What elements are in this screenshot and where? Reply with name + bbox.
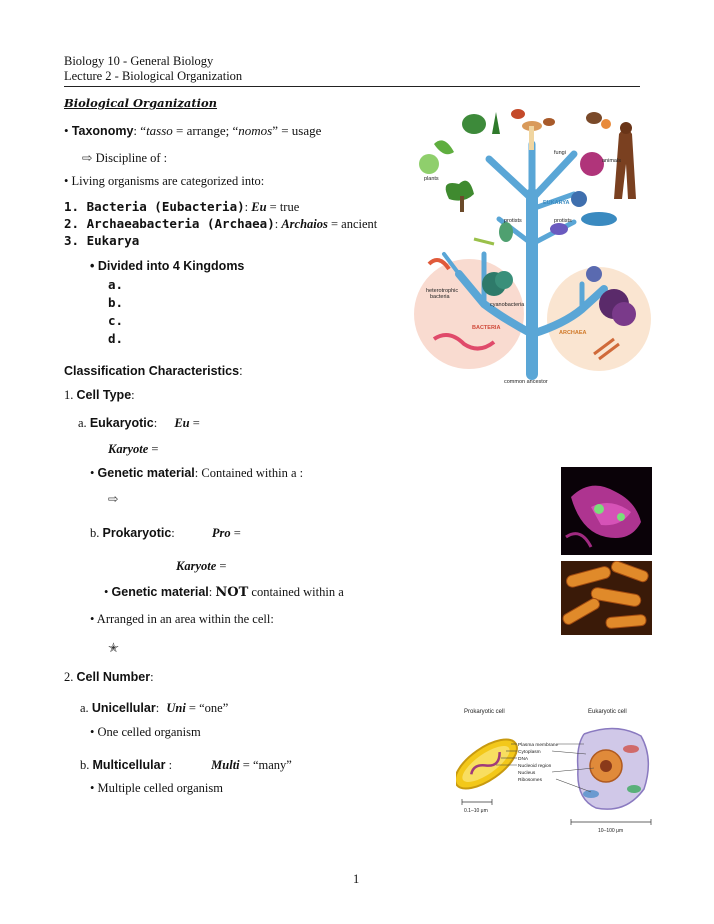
uni-meaning: = “one” bbox=[185, 701, 229, 715]
domain-root: Archaios bbox=[281, 217, 328, 231]
bullet: • bbox=[64, 123, 69, 138]
karyote-line-2 bbox=[176, 559, 226, 574]
colon: : bbox=[244, 200, 252, 214]
karyote-line-1 bbox=[108, 442, 158, 457]
eq: = bbox=[230, 526, 241, 540]
eukaryotic-cell-micrograph bbox=[561, 467, 652, 555]
section-title: Biological Organization bbox=[64, 96, 218, 110]
label-archaea: ARCHAEA bbox=[559, 330, 587, 336]
colon: : bbox=[150, 670, 154, 684]
part-ribosomes: Ribosomes bbox=[518, 778, 542, 783]
domain-meaning: = true bbox=[266, 200, 300, 214]
star-icon: ✭ bbox=[108, 640, 119, 655]
domain-label: 1. Bacteria (Eubacteria) bbox=[64, 199, 245, 214]
multicellular-desc: • Multiple celled organism bbox=[90, 781, 223, 795]
bullet: • bbox=[104, 585, 109, 599]
classification-title bbox=[64, 364, 243, 378]
genetic-rest: contained within a bbox=[248, 585, 344, 599]
cell-type-title: Cell Type bbox=[76, 388, 132, 402]
cell-number-title: Cell Number bbox=[76, 670, 151, 684]
kingdom-d: d. bbox=[108, 331, 124, 346]
part-plasma-membrane: Plasma membrane bbox=[518, 743, 559, 748]
label-eukarya: EUKARYA bbox=[543, 200, 570, 206]
taxonomy-line bbox=[64, 123, 321, 139]
page-number: 1 bbox=[353, 872, 360, 886]
letter: a. bbox=[78, 416, 87, 430]
eq: = bbox=[148, 442, 159, 456]
domain-root: Eu bbox=[251, 200, 267, 214]
colon: : bbox=[171, 526, 175, 540]
discipline-line bbox=[82, 150, 167, 166]
genetic-term: Genetic material bbox=[111, 585, 209, 599]
genetic-line-1 bbox=[90, 466, 303, 481]
scale-prok: 0.1–10 μm bbox=[464, 808, 488, 814]
genetic-line-2 bbox=[104, 585, 344, 600]
euk-title: Eukaryotic cell bbox=[588, 709, 627, 715]
prokaryote-illustration bbox=[456, 730, 525, 798]
label-protists-1: protists bbox=[504, 218, 522, 224]
cell-comparison-diagram bbox=[456, 704, 656, 834]
eq: = bbox=[189, 416, 200, 430]
multicellular-term: Multicellular bbox=[92, 758, 166, 772]
kingdom-b: b. bbox=[108, 295, 124, 310]
part-nucleoid: Nucleoid region bbox=[518, 764, 552, 769]
multi-meaning: = “many” bbox=[239, 758, 292, 772]
label-bacteria: BACTERIA bbox=[472, 325, 501, 331]
label-hetero-1: heterotrophic bbox=[426, 288, 459, 294]
karyote-term: Karyote bbox=[176, 559, 217, 573]
label-plants: plants bbox=[424, 176, 439, 182]
part-nucleus: Nucleus bbox=[518, 771, 536, 776]
part-cytoplasm: Cytoplasm bbox=[518, 750, 541, 755]
kingdom-a: a. bbox=[108, 277, 124, 292]
label-hetero-2: bacteria bbox=[430, 294, 450, 300]
scale-euk: 10–100 μm bbox=[598, 828, 624, 834]
label-cyano: cyanobacteria bbox=[490, 302, 525, 308]
prokaryotic-line bbox=[90, 526, 241, 541]
domain-eukarya: 3. Eukarya bbox=[64, 233, 140, 248]
multi-root: Multi bbox=[211, 758, 240, 772]
domain-bacteria bbox=[64, 199, 299, 215]
uni-root: Uni bbox=[166, 701, 186, 715]
prokaryotic-cell-micrograph bbox=[561, 561, 652, 635]
arranged-line: • Arranged in an area within the cell: bbox=[90, 612, 274, 626]
domain-label: 2. Archaeabacteria (Archaea) bbox=[64, 216, 275, 231]
arrow-icon: ⇨ bbox=[108, 492, 119, 506]
header-rule bbox=[64, 86, 640, 87]
def-1: = arrange; “ bbox=[172, 123, 239, 138]
course-title: Biology 10 - General Biology bbox=[64, 54, 214, 68]
unicellular-line bbox=[80, 701, 228, 716]
kingdom-c: c. bbox=[108, 313, 124, 328]
bullet: • bbox=[90, 466, 95, 480]
domain-archaea bbox=[64, 216, 377, 232]
euk-root: Eu bbox=[174, 416, 190, 430]
kingdoms-line: • Divided into 4 Kingdoms bbox=[90, 259, 245, 273]
eq: = bbox=[216, 559, 227, 573]
label-protists-2: protists bbox=[554, 218, 572, 224]
lecture-title: Lecture 2 - Biological Organization bbox=[64, 69, 243, 83]
letter: b. bbox=[90, 526, 100, 540]
colon: : bbox=[153, 416, 158, 430]
colon: : bbox=[131, 388, 135, 402]
domain-meaning: = ancient bbox=[327, 217, 378, 231]
label-common-ancestor: common ancestor bbox=[504, 379, 548, 385]
tree-of-life-figure bbox=[414, 104, 654, 386]
part-dna: DNA bbox=[518, 757, 529, 762]
eukaryotic-term: Eukaryotic bbox=[89, 416, 154, 430]
sep: : bbox=[133, 123, 141, 138]
unicellular-term: Unicellular bbox=[91, 701, 156, 715]
eukaryotic-line bbox=[78, 416, 200, 431]
discipline-text: Discipline of : bbox=[95, 151, 168, 165]
colon: : bbox=[239, 364, 243, 378]
cell-type-heading bbox=[64, 388, 135, 403]
cell-number-heading bbox=[64, 670, 154, 685]
letter: a. bbox=[80, 701, 89, 715]
unicellular-desc: • One celled organism bbox=[90, 725, 201, 739]
colon: : bbox=[155, 701, 160, 715]
multicellular-line bbox=[80, 758, 292, 773]
quote: “ bbox=[140, 123, 147, 138]
arrow-icon: ⇨ bbox=[82, 151, 93, 165]
living-line: • Living organisms are categorized into: bbox=[64, 174, 265, 188]
num: 1. bbox=[64, 388, 74, 402]
letter: b. bbox=[80, 758, 90, 772]
classification-text: Classification Characteristics bbox=[64, 364, 240, 378]
taxonomy-term: Taxonomy bbox=[71, 124, 134, 138]
prokaryotic-term: Prokaryotic bbox=[102, 526, 172, 540]
def-2: ” = usage bbox=[272, 123, 322, 138]
num: 2. bbox=[64, 670, 74, 684]
colon: : bbox=[274, 217, 282, 231]
word-tasso: tasso bbox=[146, 123, 173, 138]
pro-root: Pro bbox=[211, 526, 231, 540]
genetic-rest: : Contained within a : bbox=[194, 466, 304, 480]
colon: : bbox=[165, 758, 173, 772]
word-nomos: nomos bbox=[238, 123, 273, 138]
genetic-term: Genetic material bbox=[97, 466, 195, 480]
colon: : bbox=[208, 585, 216, 599]
label-fungi: fungi bbox=[554, 150, 566, 156]
label-animals: animals bbox=[602, 158, 621, 164]
karyote-term: Karyote bbox=[108, 442, 149, 456]
prok-title: Prokaryotic cell bbox=[464, 709, 505, 715]
not-emphasis: NOT bbox=[215, 585, 249, 600]
